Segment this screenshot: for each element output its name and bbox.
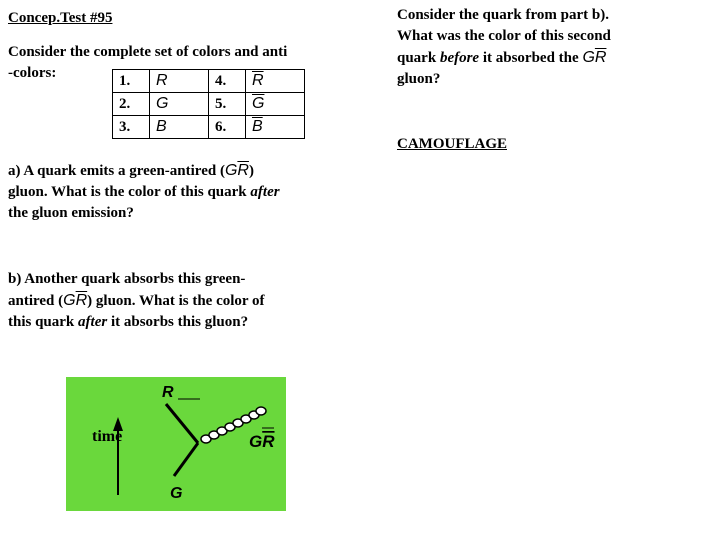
- color-cell: G: [150, 93, 209, 116]
- question-a: a) A quark emits a green-antired $(G\overline{R})$ gluon. What is the color of this quark after the gluon emission?: [8, 162, 280, 221]
- feynman-diagram: [66, 377, 286, 511]
- table-row: [113, 116, 305, 139]
- row-number: 1.: [113, 70, 150, 93]
- row-number: 4.: [209, 70, 246, 93]
- anticolor-cell: $\overline{B}$: [246, 116, 305, 139]
- quark-line-outgoing: [166, 404, 198, 443]
- anticolor-cell: $\overline{G}$: [246, 93, 305, 116]
- table-row: [113, 93, 305, 116]
- intro-line-2: -colors:: [8, 65, 57, 81]
- anticolor-cell: $\overline{R}$: [246, 70, 305, 93]
- page-title: Concep.Test #95: [8, 10, 113, 26]
- table-row: [113, 70, 305, 93]
- question-b: b) Another quark absorbs this green- antired $(G\overline{R})$ gluon. What is the color of this quark after it absorbs this gluon?: [8, 271, 265, 330]
- row-number: 6.: [209, 116, 246, 139]
- color-cell: B: [150, 116, 209, 139]
- camouflage-label: CAMOUFLAGE: [397, 136, 507, 152]
- label-R: R: [162, 384, 174, 401]
- gluon-label: GR: [249, 432, 275, 451]
- row-number: 2.: [113, 93, 150, 116]
- diagram-svg: [66, 377, 286, 511]
- label-G: G: [170, 485, 183, 502]
- row-number: 3.: [113, 116, 150, 139]
- gluon-symbol: $G\overline{R}$: [224, 162, 249, 179]
- color-cell: R: [150, 70, 209, 93]
- gluon-symbol: $G\overline{R}$: [582, 49, 607, 66]
- quark-line-incoming: [174, 443, 198, 476]
- color-table: [112, 69, 305, 139]
- intro-line-1: Consider the complete set of colors and anti: [8, 44, 288, 60]
- question-c: Consider the quark from part b). What was the color of this second quark before it absorbed the $G\overline{R}$ gluon?: [397, 7, 611, 87]
- time-label: time: [92, 428, 123, 445]
- gluon-symbol: $G\overline{R}$: [63, 292, 88, 309]
- row-number: 5.: [209, 93, 246, 116]
